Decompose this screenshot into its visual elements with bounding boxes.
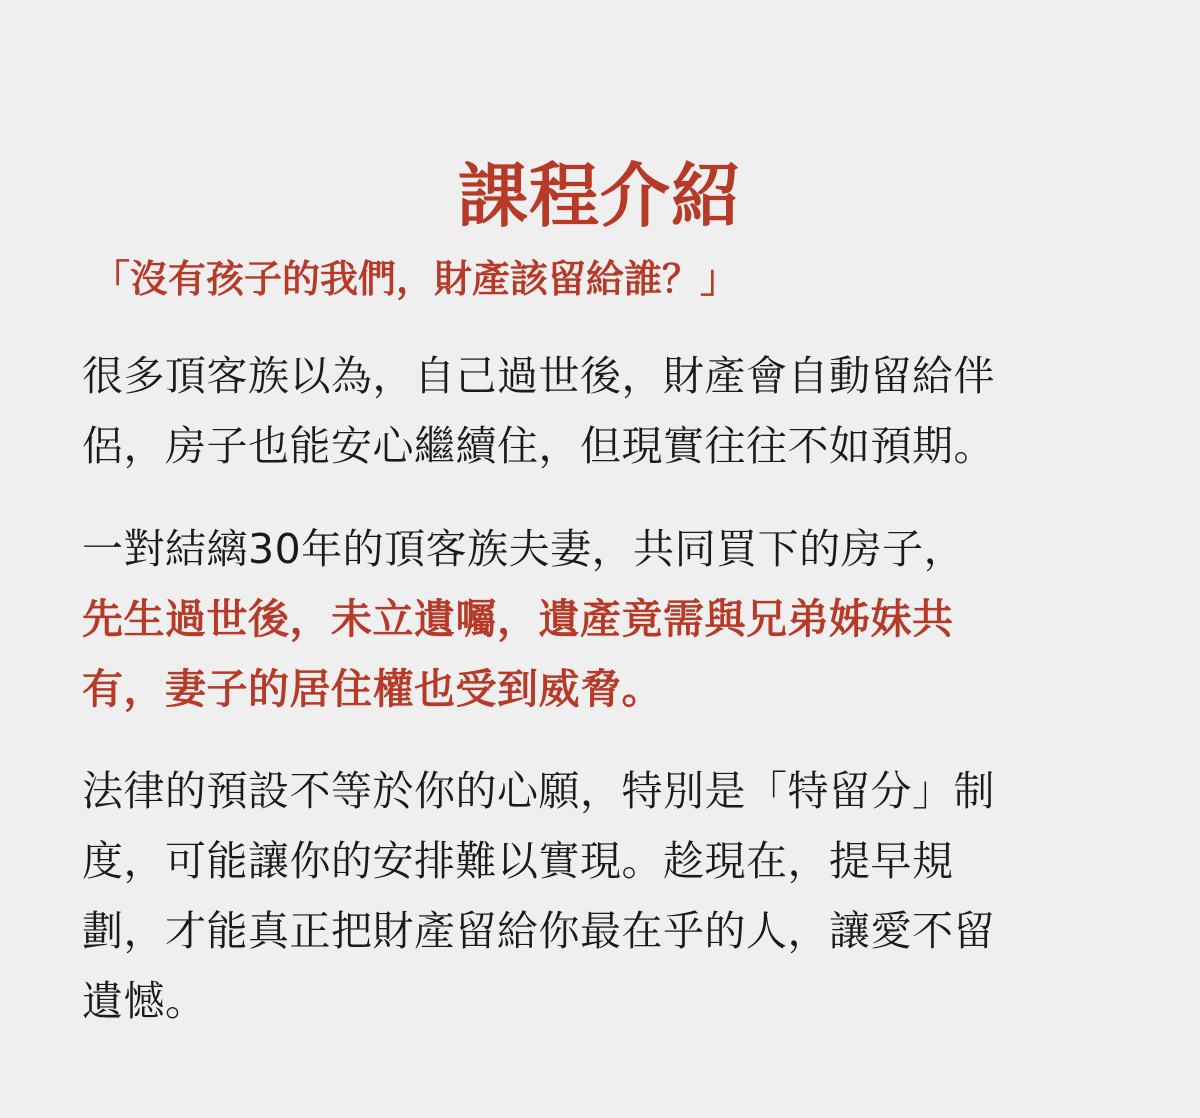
example-highlight-line: 有，妻子的居住權也受到威脅。 <box>82 665 663 713</box>
intro-paragraph-line: 侶，房子也能安心繼續住，但現實往往不如預期。 <box>82 422 995 470</box>
page-title: 課程介紹 <box>458 153 742 237</box>
advice-paragraph-line: 法律的預設不等於你的心願，特別是「特留分」制 <box>82 767 995 815</box>
intro-paragraph-line: 很多頂客族以為，自己過世後，財產會自動留給伴 <box>82 352 995 400</box>
intro-paragraph <box>82 341 1124 481</box>
subtitle-question: 「沒有孩子的我們，財產該留給誰？」 <box>92 257 739 301</box>
example-highlight-line: 先生過世後，未立遺囑，遺產竟需與兄弟姊妹共 <box>82 595 954 643</box>
advice-paragraph <box>82 756 1124 1036</box>
advice-paragraph-line: 遺憾。 <box>82 977 207 1025</box>
example-paragraph <box>82 514 1124 724</box>
example-paragraph-line: 一對結縭30年的頂客族夫妻，共同買下的房子， <box>82 525 966 573</box>
advice-paragraph-line: 劃，才能真正把財產留給你最在乎的人，讓愛不留 <box>82 907 995 955</box>
advice-paragraph-line: 度，可能讓你的安排難以實現。趁現在，提早規 <box>82 837 954 885</box>
